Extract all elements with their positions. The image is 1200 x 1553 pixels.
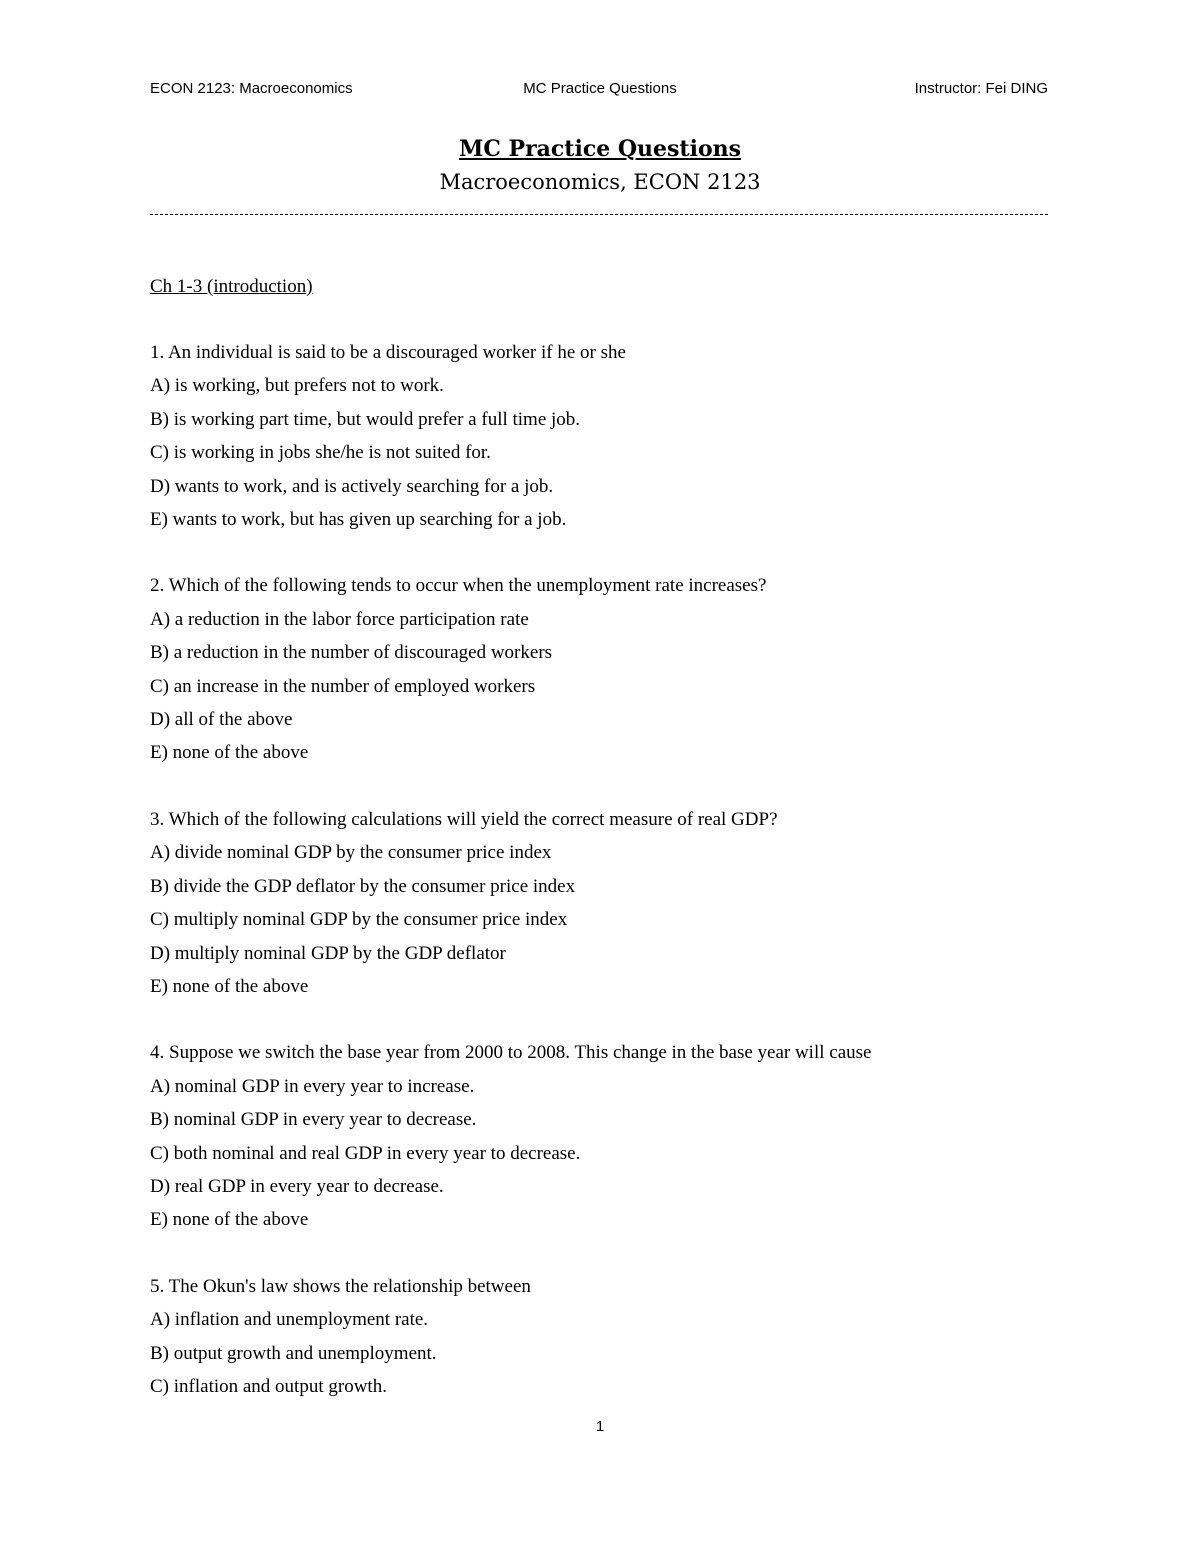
option-a: A) inflation and unemployment rate. [150, 1309, 429, 1331]
page-header [150, 80, 1050, 102]
option-d: D) real GDP in every year to decrease. [150, 1175, 444, 1197]
option-b: B) a reduction in the number of discouraged workers [150, 642, 553, 664]
question-stem: 2. Which of the following tends to occur when the unemployment rate increases? [150, 575, 767, 597]
option-b: B) divide the GDP deflator by the consumer price index [150, 875, 576, 897]
document-body [150, 270, 1050, 1436]
question-1 [150, 336, 1050, 536]
question-3 [150, 803, 1050, 1003]
option-c: C) both nominal and real GDP in every year to decrease. [150, 1142, 581, 1164]
question-stem: 1. An individual is said to be a discouraged worker if he or she [150, 342, 626, 363]
document-subtitle: Macroeconomics, ECON 2123 [439, 170, 761, 194]
question-5 [150, 1270, 1050, 1404]
page-number: 1 [595, 1418, 605, 1435]
option-e: E) none of the above [150, 1209, 309, 1231]
header-doc-title: MC Practice Questions [523, 80, 677, 97]
document-title: MC Practice Questions [459, 136, 741, 162]
option-d: D) all of the above [150, 709, 293, 731]
question-stem: 5. The Okun's law shows the relationship between [150, 1275, 531, 1297]
option-e: E) wants to work, but has given up searching for a job. [150, 509, 567, 531]
header-instructor: Instructor: Fei DING [914, 80, 1048, 97]
question-4 [150, 1036, 1050, 1236]
option-a: A) a reduction in the labor force participation rate [150, 608, 529, 630]
option-d: D) multiply nominal GDP by the GDP deflator [150, 942, 506, 964]
question-2 [150, 569, 1050, 769]
option-a: A) nominal GDP in every year to increase. [150, 1075, 475, 1097]
question-stem: 3. Which of the following calculations will yield the correct measure of real GDP? [150, 808, 778, 830]
option-c: C) an increase in the number of employed workers [150, 675, 536, 697]
option-a: A) is working, but prefers not to work. [150, 375, 444, 397]
section-title: Ch 1-3 (introduction) [150, 276, 313, 297]
option-c: C) is working in jobs she/he is not suited for. [150, 442, 491, 464]
option-e: E) none of the above [150, 975, 309, 997]
option-a: A) divide nominal GDP by the consumer price index [150, 842, 552, 864]
option-d: D) wants to work, and is actively searching for a job. [150, 475, 554, 497]
option-c: C) multiply nominal GDP by the consumer price index [150, 909, 568, 931]
option-b: B) nominal GDP in every year to decrease. [150, 1109, 477, 1131]
dashed-divider [150, 214, 1048, 215]
option-e: E) none of the above [150, 742, 309, 764]
option-b: B) is working part time, but would prefer a full time job. [150, 408, 581, 430]
question-stem: 4. Suppose we switch the base year from 2000 to 2008. This change in the base year will cause [150, 1042, 872, 1064]
option-b: B) output growth and unemployment. [150, 1342, 437, 1364]
option-c: C) inflation and output growth. [150, 1375, 387, 1397]
header-course: ECON 2123: Macroeconomics [150, 80, 353, 97]
